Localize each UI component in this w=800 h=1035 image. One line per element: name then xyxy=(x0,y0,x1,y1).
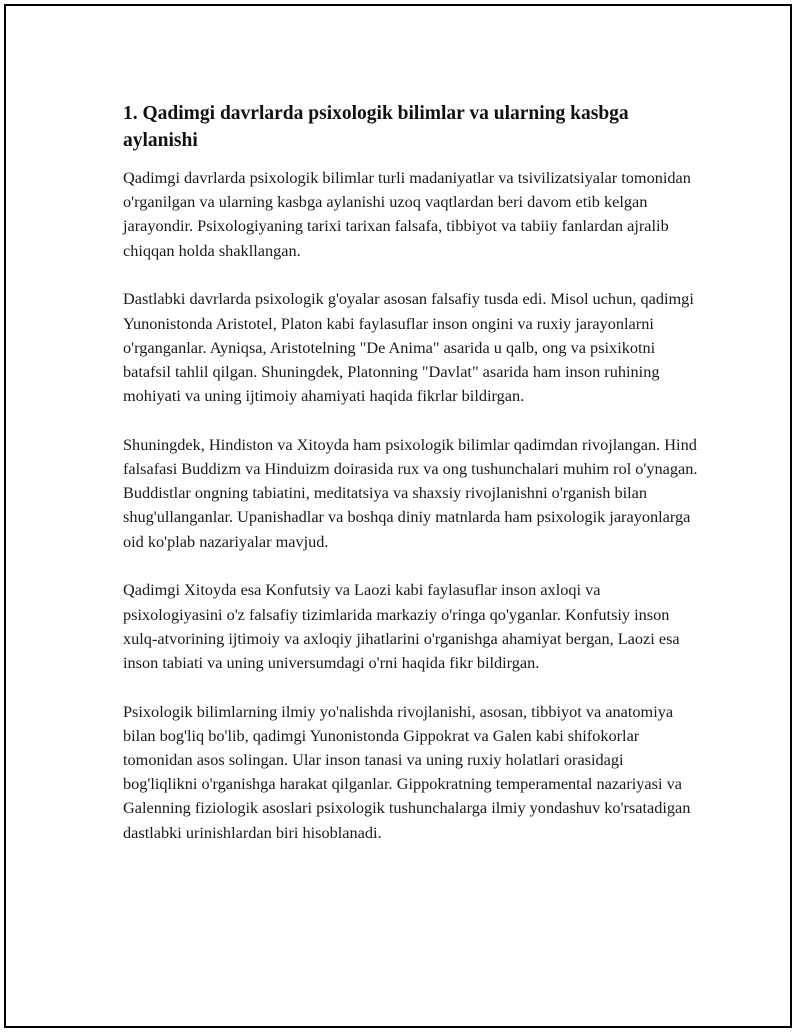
section-heading: 1. Qadimgi davrlarda psixologik bilimlar va ularning kasbga aylanishi xyxy=(123,103,629,151)
page-frame xyxy=(4,4,792,1028)
paragraph-intro: Qadimgi davrlarda psixologik bilimlar turli madaniyatlar va tsivilizatsiyalar tomonidan o'rganilgan va ularning kasbga aylanishi uzoq vaqtlardan beri davom etib kelgan jarayondir. Psixologiyaning tarixi tarixan falsafa, tibbiyot va tabiiy fanlardan ajralib chiqqan holda shakllangan. xyxy=(123,168,691,260)
paragraph-medicine: Psixologik bilimlarning ilmiy yo'nalishda rivojlanishi, asosan, tibbiyot va anatomiya bilan bog'liq bo'lib, qadimgi Yunonistonda Gippokrat va Galen kabi shifokorlar tomonidan asos solingan. Ular inson tanasi va uning ruxiy holatlari orasidagi bog'liqlikni o'rganishga harakat qilganlar. Gippokratning temperamental nazariyasi va Galenning fiziologik asoslari psixologik tushunchalarga ilmiy yondashuv ko'rsatadigan dastlabki urinishlardan biri hisoblanadi. xyxy=(123,701,691,842)
paragraph-greece: Dastlabki davrlarda psixologik g'oyalar asosan falsafiy tusda edi. Misol uchun, qadimgi Yunonistonda Aristotel, Platon kabi faylasuflar inson ongini va ruxiy jarayonlarni o'rganganlar. Ayniqsa, Aristotelning "De Anima" asarida u qalb, ong va psixikotni batafsil tahlil qilgan. Shuningdek, Platonning "Davlat" asarida ham inson ruhining mohiyati va uning ijtimoiy ahamiyati haqida fikrlar bildirgan. xyxy=(123,289,694,406)
document-content xyxy=(123,100,698,869)
paragraph-india: Shuningdek, Hindiston va Xitoyda ham psixologik bilimlar qadimdan rivojlangan. Hind falsafasi Buddizm va Hinduizm doirasida rux va ong tushunchalari muhim rol o'ynagan. Buddistlar ongning tabiatini, meditatsiya va shaxsiy rivojlanishni o'rganish bilan shug'ullanganlar. Upanishadlar va boshqa diniy matnlarda ham psixologik jarayonlarga oid ko'plab nazariyalar mavjud. xyxy=(123,434,698,551)
paragraph-china: Qadimgi Xitoyda esa Konfutsiy va Laozi kabi faylasuflar inson axloqi va psixologiyasini o'z falsafiy tizimlarida markaziy o'ringa qo'yganlar. Konfutsiy inson xulq-atvorining ijtimoiy va axloqiy jihatlarini o'rganishga ahamiyat bergan, Laozi esa inson tabiati va uning universumdagi o'rni haqida fikr bildirgan. xyxy=(123,580,680,672)
